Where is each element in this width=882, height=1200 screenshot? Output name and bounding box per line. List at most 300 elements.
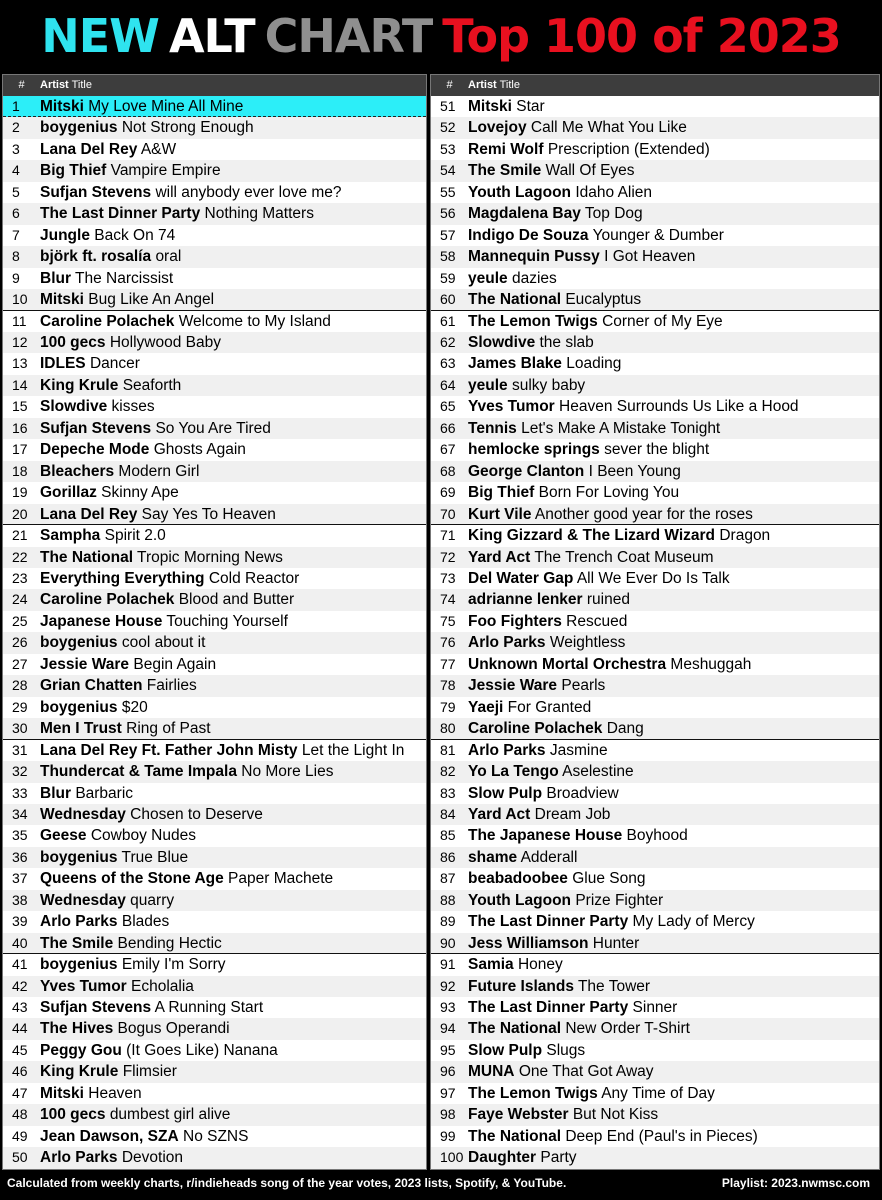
- song-title: Ghosts Again: [153, 441, 246, 459]
- chart-row: [3, 718, 426, 739]
- artist-name: Depeche Mode: [40, 441, 150, 459]
- chart-row: [3, 568, 426, 589]
- chart-row: [431, 461, 879, 482]
- artist-name: The Smile: [468, 162, 542, 180]
- song-title: $20: [121, 698, 148, 716]
- header-artist: Artist: [468, 79, 497, 91]
- rank-number: 6: [12, 205, 20, 222]
- artist-name: Blur: [40, 269, 71, 287]
- chart-row: [3, 589, 426, 610]
- artist-name: Grian Chatten: [40, 677, 143, 695]
- rank-number: 31: [12, 741, 28, 758]
- song-title: Younger & Dumber: [592, 226, 724, 244]
- artist-name: yeule: [468, 376, 508, 394]
- song-title: So You Are Tired: [155, 419, 271, 437]
- chart-row: [3, 203, 426, 224]
- title-chart: CHART: [264, 9, 433, 63]
- artist-name: Youth Lagoon: [468, 183, 572, 201]
- chart-row: [431, 675, 879, 696]
- song-title: No SZNS: [183, 1127, 249, 1145]
- rank-number: 55: [440, 183, 456, 200]
- song-title: dazies: [511, 269, 557, 287]
- header-artist: Artist: [40, 79, 69, 91]
- chart-row: [3, 117, 426, 138]
- artist-name: Men I Trust: [40, 720, 122, 738]
- chart-row: [3, 1083, 426, 1104]
- chart-row: [3, 632, 426, 653]
- artist-name: King Gizzard & The Lizard Wizard: [468, 527, 716, 545]
- rank-number: 52: [440, 119, 456, 136]
- artist-name: boygenius: [40, 119, 118, 137]
- artist-name: Kurt Vile: [468, 505, 532, 523]
- rank-number: 86: [440, 848, 456, 865]
- song-title: Nothing Matters: [204, 205, 314, 223]
- song-title: True Blue: [121, 848, 189, 866]
- chart-row: [3, 396, 426, 417]
- song-title: Rescued: [566, 612, 628, 630]
- rank-number: 97: [440, 1084, 456, 1101]
- rank-number: 10: [12, 291, 28, 308]
- chart-row: [431, 804, 879, 825]
- chart-row: [431, 997, 879, 1018]
- song-title: Vampire Empire: [110, 162, 221, 180]
- artist-name: Caroline Polachek: [40, 312, 175, 330]
- song-title: Sinner: [632, 999, 678, 1017]
- rank-number: 67: [440, 441, 456, 458]
- rank-number: 88: [440, 891, 456, 908]
- song-title: Welcome to My Island: [178, 312, 331, 330]
- chart-row: [3, 311, 426, 332]
- rank-number: 79: [440, 698, 456, 715]
- chart-row: [3, 868, 426, 889]
- chart-row: [431, 268, 879, 289]
- artist-name: Sufjan Stevens: [40, 999, 152, 1017]
- rank-number: 42: [12, 977, 28, 994]
- song-title: New Order T-Shirt: [565, 1020, 690, 1038]
- artist-name: Samia: [468, 956, 514, 974]
- artist-name: Faye Webster: [468, 1106, 569, 1124]
- artist-name: Thundercat & Tame Impala: [40, 763, 237, 781]
- song-title: Pearls: [561, 677, 606, 695]
- rank-number: 65: [440, 398, 456, 415]
- artist-name: Arlo Parks: [468, 634, 546, 652]
- chart-row: [3, 353, 426, 374]
- rank-number: 4: [12, 162, 20, 179]
- artist-name: Slowdive: [468, 333, 536, 351]
- song-title: cool about it: [121, 634, 206, 652]
- artist-name: George Clanton: [468, 462, 585, 480]
- rank-number: 8: [12, 248, 20, 265]
- artist-name: The National: [468, 1127, 562, 1145]
- artist-name: Lana Del Rey Ft. Father John Misty: [40, 741, 298, 759]
- chart-row: [431, 353, 879, 374]
- song-title: Dragon: [719, 527, 771, 545]
- footer-note: Calculated from weekly charts, r/indieheads song of the year votes, 2023 lists, Spotify, & YouTube.: [7, 1176, 567, 1190]
- rank-number: 12: [12, 333, 28, 350]
- song-title: dumbest girl alive: [109, 1106, 231, 1124]
- rank-number: 19: [12, 484, 28, 501]
- song-title: Skinny Ape: [101, 484, 179, 502]
- artist-name: beabadoobee: [468, 870, 568, 888]
- chart-row: [431, 1018, 879, 1039]
- chart-row: [431, 1104, 879, 1125]
- chart-row: [3, 139, 426, 160]
- header-title: Title: [71, 79, 92, 91]
- song-title: Barbaric: [75, 784, 134, 802]
- rank-number: 45: [12, 1041, 28, 1058]
- rank-number: 18: [12, 462, 28, 479]
- rank-number: 3: [12, 140, 20, 157]
- artist-name: Mitski: [468, 98, 512, 115]
- song-title: Begin Again: [133, 655, 217, 673]
- rank-number: 62: [440, 333, 456, 350]
- chart-row: [3, 375, 426, 396]
- song-title: Prescription (Extended): [547, 140, 710, 158]
- song-title: Back On 74: [94, 226, 176, 244]
- artist-name: King Krule: [40, 1063, 119, 1081]
- artist-name: Slowdive: [40, 398, 108, 416]
- artist-name: Mannequin Pussy: [468, 248, 600, 266]
- rank-number: 84: [440, 805, 456, 822]
- chart-row: [431, 632, 879, 653]
- song-title: Say Yes To Heaven: [141, 505, 276, 523]
- artist-name: Geese: [40, 827, 87, 845]
- song-title: Born For Loving You: [538, 484, 680, 502]
- chart-row: [3, 268, 426, 289]
- rank-number: 22: [12, 548, 28, 565]
- rank-number: 35: [12, 827, 28, 844]
- song-title: Weightless: [549, 634, 626, 652]
- rank-number: 92: [440, 977, 456, 994]
- rank-number: 24: [12, 591, 28, 608]
- artist-name: Unknown Mortal Orchestra: [468, 655, 667, 673]
- artist-name: Remi Wolf: [468, 140, 544, 158]
- chart-rows-1-50: [3, 96, 426, 1169]
- rank-number: 100: [440, 1149, 464, 1166]
- chart-row: [3, 332, 426, 353]
- artist-name: yeule: [468, 269, 508, 287]
- chart-row: [3, 160, 426, 181]
- artist-name: The Last Dinner Party: [468, 913, 629, 931]
- artist-name: Slow Pulp: [468, 1041, 543, 1059]
- artist-name: Jungle: [40, 226, 90, 244]
- rank-number: 87: [440, 870, 456, 887]
- header-num: #: [446, 79, 453, 91]
- song-title: Let's Make A Mistake Tonight: [521, 419, 721, 437]
- rank-number: 78: [440, 677, 456, 694]
- chart-row: [3, 439, 426, 460]
- chart-row: [431, 525, 879, 546]
- song-title: Party: [540, 1149, 577, 1167]
- rank-number: 20: [12, 505, 28, 522]
- rank-number: 27: [12, 655, 28, 672]
- rank-number: 13: [12, 355, 28, 372]
- rank-number: 17: [12, 441, 28, 458]
- song-title: A&W: [140, 140, 177, 158]
- song-title: Blades: [121, 913, 170, 931]
- song-title: Adderall: [520, 848, 578, 866]
- left-column: [2, 74, 427, 1170]
- rank-number: 49: [12, 1127, 28, 1144]
- chart-row: [431, 911, 879, 932]
- chart-row: [3, 847, 426, 868]
- artist-name: Daughter: [468, 1149, 537, 1167]
- rank-number: 51: [440, 98, 456, 114]
- rank-number: 56: [440, 205, 456, 222]
- chart-row: [431, 246, 879, 267]
- song-title: Chosen to Deserve: [130, 805, 263, 823]
- artist-name: The Smile: [40, 934, 114, 952]
- song-title: One That Got Away: [518, 1063, 654, 1081]
- song-title: The Trench Coat Museum: [534, 548, 714, 566]
- rank-number: 83: [440, 784, 456, 801]
- artist-name: King Krule: [40, 376, 119, 394]
- rank-number: 66: [440, 419, 456, 436]
- artist-name: The Lemon Twigs: [468, 312, 598, 330]
- song-title: Honey: [517, 956, 563, 974]
- song-title: Tropic Morning News: [137, 548, 283, 566]
- song-title: Fairlies: [146, 677, 197, 695]
- chart-row: [3, 418, 426, 439]
- chart-row: [3, 547, 426, 568]
- rank-number: 76: [440, 634, 456, 651]
- rank-number: 81: [440, 741, 456, 758]
- artist-name: James Blake: [468, 355, 562, 373]
- artist-name: Youth Lagoon: [468, 891, 572, 909]
- rank-number: 77: [440, 655, 456, 672]
- song-title: My Lady of Mercy: [632, 913, 755, 931]
- rank-number: 41: [12, 956, 28, 973]
- rank-number: 68: [440, 462, 456, 479]
- rank-number: 37: [12, 870, 28, 887]
- chart-row: [3, 461, 426, 482]
- rank-number: 16: [12, 419, 28, 436]
- rank-number: 46: [12, 1063, 28, 1080]
- artist-name: Lana Del Rey: [40, 505, 138, 523]
- artist-name: Blur: [40, 784, 71, 802]
- chart-row: [3, 804, 426, 825]
- chart-row: [431, 225, 879, 246]
- artist-name: Jessie Ware: [468, 677, 558, 695]
- artist-name: boygenius: [40, 956, 118, 974]
- column-header: [431, 75, 879, 96]
- song-title: will anybody ever love me?: [155, 183, 342, 201]
- rank-number: 25: [12, 612, 28, 629]
- artist-name: IDLES: [40, 355, 86, 373]
- song-title: Let the Light In: [301, 741, 405, 759]
- chart-row: [3, 890, 426, 911]
- chart-row: [3, 1061, 426, 1082]
- song-title: A Running Start: [154, 999, 264, 1017]
- chart-row: [3, 1104, 426, 1125]
- artist-name: Future Islands: [468, 977, 574, 995]
- song-title: ruined: [586, 591, 630, 609]
- song-title: Hollywood Baby: [109, 333, 221, 351]
- artist-name: Wednesday: [40, 805, 126, 823]
- chart-row: [431, 589, 879, 610]
- rank-number: 53: [440, 140, 456, 157]
- rank-number: 72: [440, 548, 456, 565]
- rank-number: 43: [12, 999, 28, 1016]
- song-title: Aselestine: [562, 763, 634, 781]
- artist-name: The National: [468, 291, 562, 309]
- rank-number: 44: [12, 1020, 28, 1037]
- song-title: Hunter: [592, 934, 640, 952]
- rank-number: 63: [440, 355, 456, 372]
- artist-name: Peggy Gou: [40, 1041, 122, 1059]
- rank-number: 21: [12, 527, 28, 544]
- chart-row: [3, 96, 426, 117]
- song-title: Spirit 2.0: [104, 527, 166, 545]
- rank-number: 95: [440, 1041, 456, 1058]
- chart-row: [431, 96, 879, 117]
- rank-number: 40: [12, 934, 28, 951]
- song-title: (It Goes Like) Nanana: [126, 1041, 278, 1059]
- artist-name: Everything Everything: [40, 569, 205, 587]
- rank-number: 47: [12, 1084, 28, 1101]
- chart-row: [431, 1061, 879, 1082]
- chart-row: [3, 525, 426, 546]
- song-title: Idaho Alien: [575, 183, 653, 201]
- header-num: #: [18, 79, 25, 91]
- chart-row: [431, 332, 879, 353]
- song-title: Jasmine: [549, 741, 608, 759]
- footer: [0, 1170, 882, 1200]
- chart-row: [431, 160, 879, 181]
- chart-row: [431, 890, 879, 911]
- song-title: Glue Song: [572, 870, 646, 888]
- artist-name: The Lemon Twigs: [468, 1084, 598, 1102]
- song-title: Prize Fighter: [575, 891, 664, 909]
- artist-name: Magdalena Bay: [468, 205, 581, 223]
- chart-row: [3, 225, 426, 246]
- song-title: the slab: [539, 333, 594, 351]
- title-top: Top 100 of 2023: [442, 9, 841, 63]
- chart-row: [3, 1018, 426, 1039]
- chart-row: [431, 718, 879, 739]
- rank-number: 28: [12, 677, 28, 694]
- artist-name: Slow Pulp: [468, 784, 543, 802]
- song-title: Wall Of Eyes: [545, 162, 635, 180]
- chart-row: [3, 1147, 426, 1168]
- artist-name: The Hives: [40, 1020, 114, 1038]
- chart-row: [431, 547, 879, 568]
- rank-number: 59: [440, 269, 456, 286]
- artist-name: Sampha: [40, 527, 101, 545]
- artist-name: Queens of the Stone Age: [40, 870, 224, 888]
- rank-number: 34: [12, 805, 28, 822]
- chart-row: [431, 654, 879, 675]
- artist-name: Jessie Ware: [40, 655, 130, 673]
- song-title: I Been Young: [588, 462, 681, 480]
- chart-title: [0, 0, 882, 72]
- chart-row: [431, 289, 879, 310]
- rank-number: 74: [440, 591, 456, 608]
- artist-name: 100 gecs: [40, 333, 106, 351]
- rank-number: 1: [12, 98, 20, 114]
- rank-number: 32: [12, 763, 28, 780]
- rank-number: 5: [12, 183, 20, 200]
- song-title: Any Time of Day: [601, 1084, 715, 1102]
- song-title: Slugs: [546, 1041, 586, 1059]
- rank-number: 70: [440, 505, 456, 522]
- artist-name: Tennis: [468, 419, 517, 437]
- song-title: Deep End (Paul's in Pieces): [565, 1127, 758, 1145]
- artist-name: Mitski: [40, 291, 84, 309]
- chart-row: [3, 761, 426, 782]
- artist-name: Jess Williamson: [468, 934, 589, 952]
- song-title: Cowboy Nudes: [90, 827, 196, 845]
- song-title: Loading: [566, 355, 622, 373]
- rank-number: 61: [440, 312, 456, 329]
- song-title: sulky baby: [511, 376, 586, 394]
- song-title: Seaforth: [122, 376, 182, 394]
- artist-name: hemlocke springs: [468, 441, 600, 459]
- artist-name: Yard Act: [468, 805, 531, 823]
- song-title: Emily I'm Sorry: [121, 956, 226, 974]
- artist-name: Japanese House: [40, 612, 163, 630]
- chart-row: [431, 847, 879, 868]
- chart-row: [431, 1147, 879, 1168]
- chart-row: [3, 675, 426, 696]
- chart-row: [3, 740, 426, 761]
- chart-row: [431, 311, 879, 332]
- song-title: Star: [516, 98, 545, 115]
- rank-number: 82: [440, 763, 456, 780]
- song-title: Heaven: [88, 1084, 142, 1102]
- song-title: Boyhood: [626, 827, 688, 845]
- chart-row: [3, 1040, 426, 1061]
- rank-number: 30: [12, 720, 28, 737]
- song-title: Heaven Surrounds Us Like a Hood: [559, 398, 799, 416]
- artist-name: Del Water Gap: [468, 569, 574, 587]
- artist-name: 100 gecs: [40, 1106, 106, 1124]
- rank-number: 33: [12, 784, 28, 801]
- artist-name: Wednesday: [40, 891, 126, 909]
- song-title: Echolalia: [131, 977, 194, 995]
- song-title: Bug Like An Angel: [88, 291, 215, 309]
- column-header: [3, 75, 426, 96]
- rank-number: 58: [440, 248, 456, 265]
- artist-name: Foo Fighters: [468, 612, 562, 630]
- artist-name: Yves Tumor: [468, 398, 555, 416]
- chart-row: [3, 976, 426, 997]
- chart-row: [431, 117, 879, 138]
- artist-name: The Last Dinner Party: [468, 999, 629, 1017]
- song-title: Dancer: [89, 355, 140, 373]
- artist-name: Arlo Parks: [40, 1149, 118, 1167]
- song-title: Cold Reactor: [208, 569, 300, 587]
- chart-row: [431, 375, 879, 396]
- song-title: oral: [155, 248, 182, 266]
- artist-name: The National: [468, 1020, 562, 1038]
- rank-number: 57: [440, 226, 456, 243]
- chart-row: [3, 482, 426, 503]
- rank-number: 89: [440, 913, 456, 930]
- chart-row: [431, 396, 879, 417]
- chart-row: [431, 439, 879, 460]
- right-column: [430, 74, 880, 1170]
- playlist-link[interactable]: Playlist: 2023.nwmsc.com: [721, 1176, 870, 1190]
- chart-row: [431, 740, 879, 761]
- chart-row: [431, 868, 879, 889]
- chart-row: [431, 954, 879, 975]
- chart-row: [431, 783, 879, 804]
- rank-number: 39: [12, 913, 28, 930]
- chart-row: [3, 783, 426, 804]
- artist-name: Big Thief: [468, 484, 535, 502]
- song-title: Flimsier: [122, 1063, 177, 1081]
